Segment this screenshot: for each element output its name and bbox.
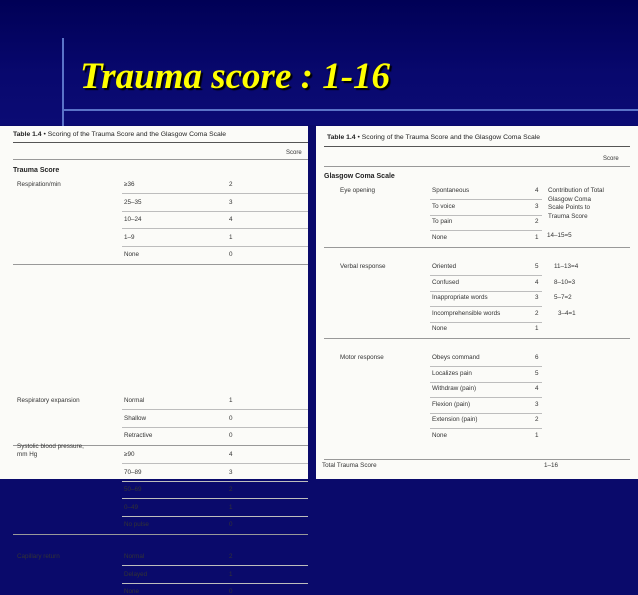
row-score: 4: [535, 278, 539, 286]
slide-title: Trauma score : 1-16: [80, 56, 391, 97]
row-value: Confused: [432, 278, 459, 286]
row-rule: [430, 275, 542, 276]
row-rule: [430, 413, 542, 414]
group-label: Eye opening: [340, 187, 376, 194]
row-rule: [122, 498, 308, 499]
group-rule: [13, 534, 308, 535]
contribution-note-line: Glasgow Coma: [548, 195, 592, 203]
row-rule: [430, 291, 542, 292]
group-label: Motor response: [340, 354, 384, 361]
group-label: Respiration/min: [17, 181, 61, 188]
row-rule: [430, 382, 542, 383]
row-value: Flexion (pain): [432, 400, 471, 408]
section-title: Glasgow Coma Scale: [324, 173, 395, 180]
row-value: To voice: [432, 202, 456, 210]
row-score: 2: [229, 553, 233, 560]
glasgow-coma-table-scan: [316, 126, 638, 479]
row-value: Oriented: [432, 263, 457, 270]
row-value: None: [124, 251, 140, 259]
contribution-note-line: Contribution of Total: [548, 187, 604, 194]
row-rule: [430, 366, 542, 367]
table-caption: Table 1.4 • Scoring of the Trauma Score and the Glasgow Coma Scale: [13, 131, 227, 138]
row-score: 3: [229, 198, 233, 206]
row-score: 4: [229, 216, 233, 224]
group-rule: [324, 247, 630, 248]
row-rule: [122, 409, 308, 410]
row-score: 1: [535, 233, 539, 241]
row-score: 2: [229, 181, 233, 188]
row-score: 1: [229, 570, 233, 578]
row-value: Incomprehensible words: [432, 309, 501, 317]
row-rule: [430, 306, 542, 307]
row-score: 4: [229, 451, 233, 458]
caption-rule: [13, 142, 308, 143]
total-label: Total Trauma Score: [322, 462, 377, 469]
contribution-row: 8–10=3: [554, 279, 576, 286]
row-score: 1: [229, 503, 233, 511]
row-rule: [122, 228, 308, 229]
row-value: Withdraw (pain): [432, 385, 477, 393]
row-score: 4: [535, 187, 539, 194]
row-value: 1–9: [124, 233, 135, 241]
contribution-row: 11–13=4: [554, 263, 579, 270]
row-value: 10–24: [124, 216, 142, 224]
row-value: 25–35: [124, 198, 142, 206]
row-value: Localizes pain: [432, 369, 472, 377]
row-rule: [430, 215, 542, 216]
row-rule: [430, 199, 542, 200]
row-rule: [122, 427, 308, 428]
row-rule: [122, 583, 308, 584]
row-rule: [122, 481, 308, 482]
row-value: None: [124, 588, 140, 595]
header-rule: [324, 166, 630, 167]
row-score: 1: [535, 432, 539, 439]
row-rule: [122, 211, 308, 212]
row-score: 2: [535, 416, 539, 424]
row-score: 0: [229, 432, 233, 440]
row-value: None: [432, 233, 448, 241]
contribution-row: 5–7=2: [554, 294, 572, 301]
caption-rule: [324, 146, 630, 147]
row-score: 2: [535, 309, 539, 317]
row-rule: [122, 193, 308, 194]
total-rule: [324, 459, 630, 460]
row-value: Normal: [124, 397, 145, 404]
row-value: No pulse: [124, 521, 149, 529]
header-rule: [13, 159, 308, 160]
group-label: Verbal response: [340, 263, 386, 270]
row-score: 5: [535, 369, 539, 377]
row-score: 0: [229, 251, 233, 259]
contribution-note-line: Trauma Score: [548, 212, 588, 220]
row-value: Extension (pain): [432, 416, 478, 424]
row-value: ≥36: [124, 181, 135, 188]
row-value: None: [432, 325, 448, 333]
row-value: To pain: [432, 218, 453, 226]
row-score: 3: [535, 294, 539, 302]
table-caption: Table 1.4 • Scoring of the Trauma Score and the Glasgow Coma Scale: [327, 134, 541, 141]
row-rule: [430, 322, 542, 323]
row-value: 50–69: [124, 486, 142, 494]
group-rule: [13, 264, 308, 265]
row-score: 1: [535, 325, 539, 333]
row-value: Normal: [124, 553, 145, 560]
accent-vertical-line: [62, 38, 64, 126]
row-score: 6: [535, 354, 539, 361]
row-value: Shallow: [124, 414, 147, 422]
row-score: 5: [535, 263, 539, 270]
row-rule: [122, 516, 308, 517]
group-label: Capillary return: [17, 553, 60, 560]
row-rule: [122, 565, 308, 566]
row-value: Obeys command: [432, 354, 480, 361]
row-score: 3: [535, 400, 539, 408]
row-value: ≥90: [124, 451, 135, 458]
row-value: None: [432, 432, 448, 439]
trauma-score-table-scan: [0, 126, 308, 595]
row-value: Retractive: [124, 432, 153, 440]
row-rule: [122, 246, 308, 247]
row-value: 70–89: [124, 468, 142, 476]
row-value: Inappropriate words: [432, 294, 488, 302]
section-title: Trauma Score: [13, 167, 60, 174]
score-column-header: Score: [603, 156, 619, 162]
row-score: 2: [535, 218, 539, 226]
row-rule: [430, 397, 542, 398]
row-score: 0: [229, 521, 233, 529]
row-value: Delayed: [124, 570, 148, 578]
row-value: 0–49: [124, 503, 139, 511]
contribution-row: 3–4=1: [558, 310, 576, 317]
row-score: 0: [229, 414, 233, 422]
row-score: 3: [229, 468, 233, 476]
group-label: Systolic blood pressure,: [17, 443, 84, 450]
contribution-row: 14–15=5: [547, 232, 572, 239]
row-score: 4: [535, 385, 539, 393]
group-label: Respiratory expansion: [17, 397, 80, 404]
row-rule: [430, 428, 542, 429]
total-range: 1–16: [544, 462, 559, 469]
row-score: 0: [229, 588, 233, 595]
group-label: mm Hg: [17, 451, 38, 458]
row-score: 1: [229, 397, 233, 404]
row-value: Spontaneous: [432, 187, 470, 194]
row-score: 3: [535, 202, 539, 210]
row-rule: [122, 463, 308, 464]
row-rule: [430, 230, 542, 231]
row-score: 2: [229, 486, 233, 494]
accent-horizontal-line: [62, 109, 638, 111]
score-column-header: Score: [286, 150, 302, 156]
group-rule: [324, 338, 630, 339]
row-score: 1: [229, 233, 233, 241]
contribution-note-line: Scale Points to: [548, 204, 591, 211]
